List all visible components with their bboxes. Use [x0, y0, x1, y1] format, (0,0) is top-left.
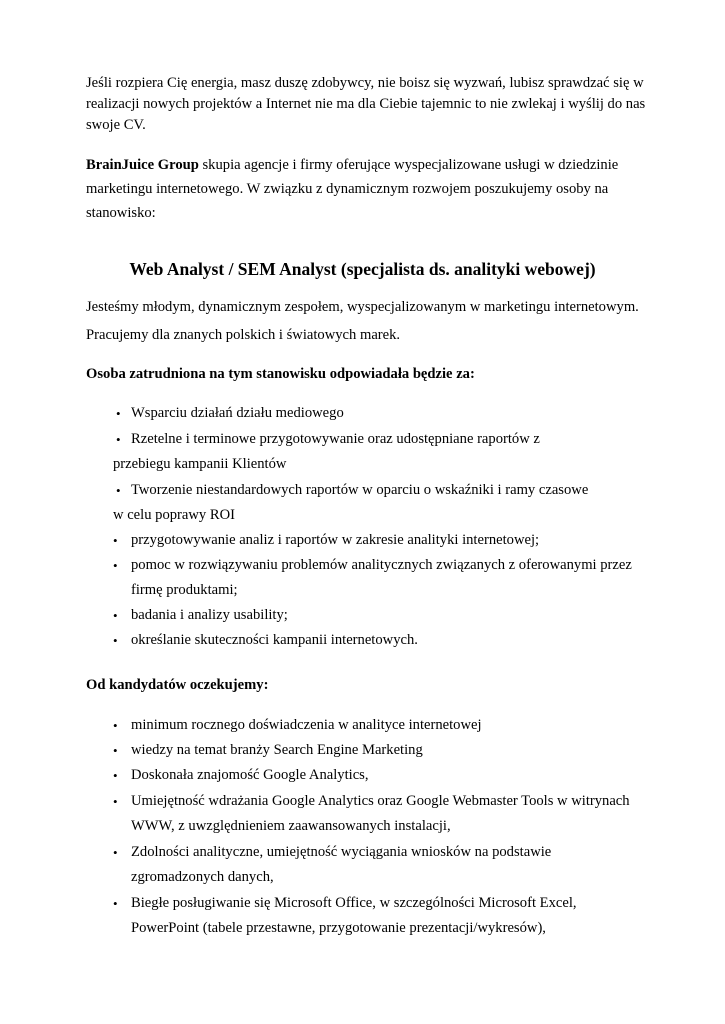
list-item: Zdolności analityczne, umiejętność wyciągania wniosków na podstawie — [131, 844, 552, 860]
bullet: • — [113, 558, 118, 573]
list-item-continuation: zgromadzonych danych, — [131, 869, 274, 885]
bullet: • — [116, 432, 121, 447]
bullet: • — [116, 406, 121, 421]
list-item: Biegłe posługiwanie się Microsoft Office, w szczególności Microsoft Excel, — [131, 895, 577, 911]
list-item: Tworzenie niestandardowych raportów w oparciu o wskaźniki i ramy czasowe — [131, 482, 589, 498]
list-item: wiedzy na temat branży Search Engine Marketing — [131, 742, 423, 758]
company-description: skupia agencje i firmy oferujące wyspecjalizowane usługi w dziedzinie marketingu internetowego. W związku z dynamicznym rozwojem poszukujemy osoby na stanowisko: — [86, 157, 619, 221]
list-item-continuation: przebiegu kampanii Klientów — [113, 456, 287, 472]
list-item: Rzetelne i terminowe przygotowywanie oraz udostępniane raportów z — [131, 431, 540, 447]
bullet: • — [113, 608, 118, 623]
list-item-continuation: WWW, z uwzględnieniem zaawansowanych instalacji, — [131, 818, 451, 834]
bullet: • — [116, 483, 121, 498]
company-paragraph — [86, 153, 656, 225]
list-item: Doskonała znajomość Google Analytics, — [131, 767, 369, 783]
bullet: • — [113, 633, 118, 648]
list-item: badania i analizy usability; — [131, 607, 288, 623]
company-name: BrainJuice Group — [86, 157, 199, 173]
bullet: • — [113, 768, 118, 783]
bullet: • — [113, 533, 118, 548]
about-paragraph: Jesteśmy młodym, dynamicznym zespołem, wyspecjalizowanym w marketingu internetowym. Pracujemy dla znanych polskich i światowych marek. — [86, 299, 639, 343]
requirements-heading: Od kandydatów oczekujemy: — [86, 677, 269, 693]
list-item: przygotowywanie analiz i raportów w zakresie analityki internetowej; — [131, 532, 540, 548]
list-item-continuation: w celu poprawy ROI — [113, 507, 235, 523]
bullet: • — [113, 896, 118, 911]
responsibilities-heading: Osoba zatrudniona na tym stanowisku odpowiadała będzie za: — [86, 366, 475, 382]
list-item-continuation: firmę produktami; — [131, 582, 238, 598]
list-item: minimum rocznego doświadczenia w analityce internetowej — [131, 717, 482, 733]
bullet: • — [113, 794, 118, 809]
job-title: Web Analyst / SEM Analyst (specjalista ds. analityki webowej) — [129, 259, 596, 279]
bullet: • — [113, 743, 118, 758]
bullet: • — [113, 718, 118, 733]
list-item: pomoc w rozwiązywaniu problemów analitycznych związanych z oferowanymi przez — [131, 557, 632, 573]
list-item: Wsparciu działań działu mediowego — [131, 405, 344, 421]
bullet: • — [113, 845, 118, 860]
intro-paragraph: Jeśli rozpiera Cię energia, masz duszę zdobywcy, nie boisz się wyzwań, lubisz sprawdzać się w realizacji nowych projektów a Internet nie ma dla Ciebie tajemnic to nie zwlekaj i wyślij do nas swoje CV. — [86, 75, 646, 133]
list-item: Umiejętność wdrażania Google Analytics oraz Google Webmaster Tools w witrynach — [131, 793, 630, 809]
list-item: określanie skuteczności kampanii internetowych. — [131, 632, 418, 648]
list-item-continuation: PowerPoint (tabele przestawne, przygotowanie prezentacji/wykresów), — [131, 920, 546, 936]
